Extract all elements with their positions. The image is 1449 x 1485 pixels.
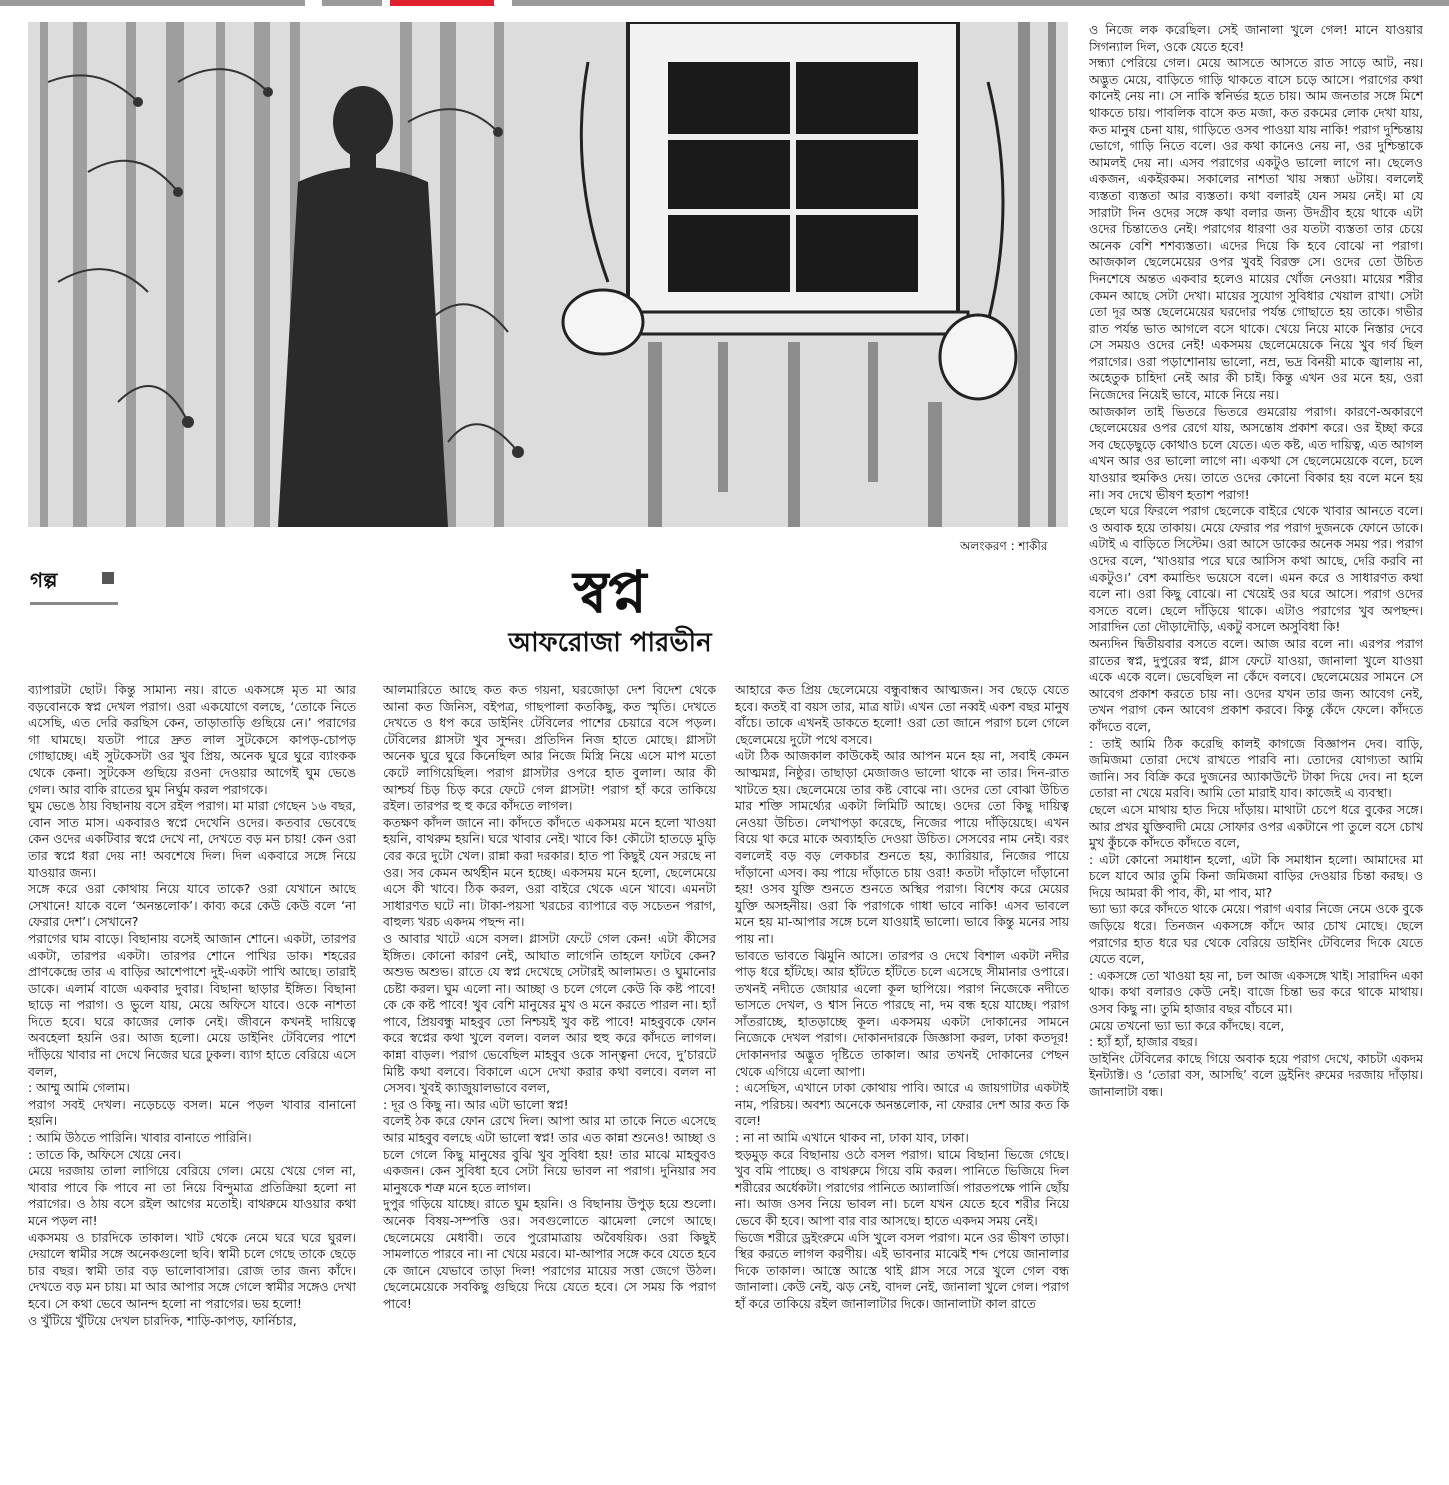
paragraph: ঘুম ভেঙে ঠায় বিছানায় বসে রইল পরাগ। মা মারা গেছেন ১৬ বছর, বোন সাত মাস। একবারও স্বপ্নে দেখেনি ওদের। কতবার ভেবেছে কেন ওদের একটিবার স্বপ্নে দেখে না, দেখতে বড় মন চায়! কেন ওরা তার স্বপ্নে ধরা দেয় না! অবশেষে দিল। দিল একবারে সঙ্গে নিয়ে যাওয়ার জন্য। (28, 798, 356, 880)
paragraph: ব্যাপারটা ছোট। কিন্তু সামান্য নয়। রাতে একসঙ্গে মৃত মা আর বড়বোনকে স্বপ্ন দেখল পরাগ। ওরা একযোগে বলছে, ‘তোকে নিতে এসেছি, এত দেরি করছিস কেন, তাড়াতাড়ি গুছিয়ে নে।’ পরাগের গা ঘামছে। যতটা পারে দ্রুত লাল সুটকেসে কাপড়-চোপড় গোছাচ্ছে। এই সুটকেসটা ওর খুব প্রিয়, অনেক ঘুরে ঘুরে ব্যাংকক থেকে কেনা। সুটকেস গুছিয়ে রওনা দেওয়ার আগেই ঘুম ভেঙে গেল। আর বাকি রাতের ঘুম নির্ঘুম করল পরাগকে। (28, 682, 356, 797)
paragraph: ও খুঁটিয়ে খুঁটিয়ে দেখল চারদিক, শাড়ি-কাপড়, ফার্নিচার, (28, 1312, 297, 1328)
paragraph: এটা ঠিক আজকাল কাউকেই আর আপন মনে হয় না, সবাই কেমন আত্মমগ্ন, নিষ্ঠুর। তাছাড়া মেজাজও ভালো থাকে না তার। দিন-রাত খাটতে হয়। ছেলেমেয়ে তার কষ্ট বোঝে না। ওদের তো বোঝা উচিত মার শক্তি সামর্থ্যের একটা লিমিটি আছে। ওদের তো কিছু দায়িত্ব নেওয়া উচিত। লেখাপড়া করেছে, নিজের পায়ে দাঁড়িয়েছে। এখন বিয়ে থা করে মাকে অব্যাহতি দেওয়া উচিত। সেসবের নাম নেই। বরং বললেই বড় বড় লেকচার শুনতে হয়, ক্যারিয়ার, নিজের পায়ে দাঁড়ানো এসব। কয় পায়ে দাঁড়াতে চায় ওরা! কতটা দাঁড়ালে দাঁড়ানো হয়! ওসব যুক্তি শুনতে শুনতে অস্থির পরাগ। বিশেষ করে মেয়ের যুক্তি অসহনীয়। ওরা কি পরাগকে গাধা ভাবে নাকি! এসব ভাবলে মনে হয় মা-আপার সঙ্গে চলে যাওয়াই ভালো। ভাবে কিন্তু মনের সায় পায় না। (735, 748, 1069, 946)
window-frame (618, 22, 968, 334)
paragraph: ও আবার খাটে এসে বসল। গ্লাসটা ফেটে গেল কেন! এটা কীসের ইঙ্গিত। কোনো কারণ নেই, আঘাত লাগেনি তাহলে ফাটবে কেন? অশুভ অশুভ। রাতে যে স্বপ্ন দেখেছে সেটারই আলামত। ও ঘুমানোর চেষ্টা করল। ঘুম এলো না। আচ্ছা ও চলে গেলে কেউ কি কষ্ট পাবে! কে কে কষ্ট পাবে! খুব বেশি মানুষের মুখ ও মনে করতে পারল না। হ্যাঁ পাবে, প্রিয়বন্ধু মাহবুব তো নিশ্চয়ই খুব কষ্ট পাবে! মাহবুবকে ফোন করে স্বপ্নের কথা খুলে বলল। বলল আর হুহু করে কাঁদতে লাগল। কান্না বাড়ল। পরাগ ভেবেছিল মাহবুব ওকে সান্ত্বনা দেবে, দু’চারটে মিষ্টি কথা বলবে। বিকালে এসে দেখা করার কথা বলবে। বলল না সেসব। খুবই ক্যাজুয়ালভাবে বলল, (383, 930, 716, 1096)
paragraph: ভ্যা ভ্যা করে কাঁদতে থাকে মেয়ে। পরাগ এবার নিজে নেমে ওকে বুকে জড়িয়ে ধরে। তিনজন একসঙ্গে কাঁদে আর চোখ মোছে। ছেলে পরাগের হাত ধরে ঘর থেকে বেরিয়ে ডাইনিং টেবিলের দিকে যেতে যেতে বলে, (1089, 901, 1423, 967)
paragraph: ছেলে এসে মাথায় হাত দিয়ে দাঁড়ায়। মাথাটা চেপে ধরে বুকের সঙ্গে। আর প্রখর যুক্তিবাদী মেয়ে সোফার ওপর একটানে পা তুলে বসে চোখ মুখ কুঁচকে কাঁদতে কাঁদতে বলে, (1089, 801, 1423, 851)
text-column-1 (28, 682, 356, 1480)
paragraph: দুপুর গড়িয়ে যাচ্ছে। রাতে ঘুম হয়নি। ও বিছানায় উপুড় হয়ে শুলো। অনেক বিষয়-সম্পত্তি ওর। সবগুলোতে ঝামেলা লেগে আছে। ছেলেমেয়ে মেধাবী। তবে পুরোমাত্রায় অবৈষয়িক। ওরা কিছুই সামলাতে পারবে না। না খেয়ে মরবে। মা-আপার সঙ্গে কবে যেতে হবে কে জানে যেভাবে তাড়া দিল! পরাগের মায়ের সত্তা জেগে উঠল। ছেলেমেয়েকে সবকিছু গুছিয়ে দিয়ে যেতে হবে। সে সময় কি পরাগ পাবে! (383, 1196, 716, 1311)
paragraph: আলমারিতে আছে কত কত গয়না, ঘরজোড়া দেশ বিদেশ থেকে আনা কত জিনিস, বইপত্র, গাছপালা কতকিছু, কত স্মৃতি। দেখতে দেখতে ও ধপ করে ডাইনিং টেবিলের পাশের চেয়ারে বসে পড়ল। টেবিলের গ্লাসটা খুব সুন্দর। প্রতিদিন নিজ হাতে মোছে। গ্লাসটা অনেক ঘুরে ঘুরে কিনেছিল আর নিজে মিস্ত্রি নিয়ে এসে মাপ মতো কেটে লাগিয়েছিল। পরাগ গ্লাসটার ওপরে হাত বুলাল। আর কী আশ্চর্য চিড় চিড় করে ফেটে গেল গ্লাসটা! পরাগ হাঁ করে তাকিয়ে রইল। তারপর হু হু করে কাঁদতে লাগল। (383, 682, 716, 814)
paragraph: আহারে কত প্রিয় ছেলেমেয়ে বন্ধুবান্ধব আত্মজন। সব ছেড়ে যেতে হবে। কতই বা বয়স তার, মাত্র ষাট। এখন তো নব্বই একশ বছর মানুষ বাঁচে। তাকে এখনই ডাকতে হলো! ওরা তো জানে পরাগ চলে গেলে ছেলেমেয়ে দুটো পথে বসবে। (735, 682, 1069, 747)
paragraph: পরাগ সবই দেখল। নড়েচড়ে বসল। মনে পড়ল খাবার বানানো হয়নি। (28, 1096, 356, 1129)
section-square-icon (102, 572, 114, 584)
story-illustration (28, 22, 1068, 527)
paragraph: : হ্যাঁ হ্যাঁ, হাজার বছর। (1089, 1034, 1198, 1050)
text-column-3 (735, 682, 1069, 1480)
paragraph: : তাতে কি, অফিসে খেয়ে নেব। (28, 1146, 181, 1162)
paragraph: হুড়মুড় করে বিছানায় ওঠে বসল পরাগ। ঘামে বিছানা ভিজে গেছে। খুব বমি পাচ্ছে। ও বাথরুমে গিয়ে বমি করল। পানিতে ভিজিয়ে দিল শরীরের অর্ধেকটা। পরাগের পানিতে অ্যালার্জি। পারতপক্ষে পানি ছোঁয় না। আজ ওসব নিয়ে ভাবল না। চলে যখন যেতে হবে শরীর নিয়ে ভেবে কী হবে। আপা বার বার আসছে। হাতে একদম সময় নেই। (735, 1146, 1069, 1228)
text-column-4 (1089, 22, 1423, 1480)
paragraph: সন্ধ্যা পেরিয়ে গেল। মেয়ে আসতে আসতে রাত সাড়ে আট, নয়। অদ্ভুত মেয়ে, বাড়িতে গাড়ি থাকতে বাসে চড়ে আসে। পরাগের কথা কানেই নেয় না। সে নাকি স্বনির্ভর হতে চায়। আম জনতার সঙ্গে মিশে থাকতে চায়। পাবলিক বাসে কত মজা, কত রকমের লোক দেখা যায়, কত মানুষ চেনা যায়, গাড়িতে ওসব পাওয়া যায় নাকি! পরাগ দুশ্চিন্তায় ভোগে, গাড়ি নিতে বলে। ওর কথা কানেও নেয় না, ওর দুশ্চিন্তাকে আমলই দেয় না। এসব পরাগের একটুও ভালো লাগে না। ছেলেও একজন, একইরকম। সকালের নাশতা খায় সন্ধ্যা ৬টায়। বললেই ব্যস্ততা ব্যস্ততা আর ব্যস্ততা। কথা বলারই যেন সময় নেই। মা যে সারাটা দিন ওদের সঙ্গে কথা বলার জন্য উদগ্রীব হয়ে থাকে এটা ওদের চিন্তাতেও নেই। পরাগের ধারণা ওর যতটা ব্যস্ততা তার চেয়ে অনেক বেশি শশব্যস্ততা। এদের দিয়ে কি হবে বোঝে না পরাগ। আজকাল ছেলেমেয়ের ওপর খুবই বিরক্ত সে। ওদের তো উচিত দিনশেষে অন্তত একবার হলেও মায়ের খোঁজ নেওয়া। মায়ের শরীর কেমন আছে সেটা দেখা। মায়ের সুযোগ সুবিধার খেয়াল রাখা। সেটা তো দূর অস্ত ছেলেমেয়ের ঘরদোর পর্যন্ত গোছাতে হয় তাকে। গভীর রাত পর্যন্ত ভাত আগলে বসে থাকে। খেয়ে নিয়ে মাকে নিস্তার দেবে সে সময়ও ওদের নেই! একসময় ছেলেমেয়েকে নিয়ে খুব গর্ব ছিল পরাগের। ওরা পড়াশোনায় ভালো, নম্র, ভদ্র বিনয়ী মাকে জ্বালায় না, অহেতুক চাহিদা নেই আর কী চাই। কিন্তু এখন ওর মনে হয়, ওরা নিজেদের নিয়েই ভাবে, মাকে নিয়ে নয়। (1089, 55, 1423, 403)
text-column-2 (383, 682, 716, 1480)
story-author: আফরোজা পারভীন (508, 628, 712, 658)
paragraph: পরাগের ঘাম বাড়ে। বিছানায় বসেই আজান শোনে। একটা, তারপর একটা, তারপর একটা। তারপর শোনে পাখির ডাক। শহরের প্রাণকেন্দ্রে তার এ বাড়ির আশেপাশে দুই-একটা পাখি আছে। তারাই ডাকে। এলার্ম বাজে একবার দুবার। বিছানা ছাড়ার ইঙ্গিত। বিছানা ছাড়ে না পরাগ। ও ভুলে যায়, মেয়ে অফিসে যাবে। ওকে নাশতা দিতে হবে। ঘরে কাজের লোক নেই। জীবনে কখনই দায়িত্বে অবহেলা হয়নি ওর। আজ হলো। মেয়ে ডাইনিং টেবিলের পাশে দাঁড়িয়ে খাবার না দেখে নিজের ঘরে ঢুকল। ব্যাগ হাতে বেরিয়ে এসে বলল, (28, 930, 356, 1079)
paragraph: : এসেছিস, এখানে ঢাকা কোথায় পাবি। আরে এ জায়গাটার একটাই নাম, পরিচয়। অবশ্য অনেকে অনন্তলোক, না ফেরার দেশ আর কত কি বলে! (735, 1080, 1069, 1129)
top-bar-mid (322, 0, 382, 6)
paragraph: : দূর ও কিছু না। আর এটা ভালো স্বপ্ন! (383, 1096, 569, 1112)
paragraph: ও নিজে লক করেছিল। সেই জানালা খুলে গেল! মানে যাওয়ার সিগন্যাল দিল, ওকে যেতে হবে! (1089, 22, 1423, 54)
paragraph: ছেলে ঘরে ফিরলে পরাগ ছেলেকে বাইরে থেকে খাবার আনতে বলে। ও অবাক হয়ে তাকায়। মেয়ে ফেরার পর পরাগ দুজনকে ফোনে ডাকে। এটাই এ বাড়িতে সিস্টেম। ওরা আসে ডাকের অনেক সময় পর। পরাগ ওদের বলে, ‘খাওয়ার পরে ঘরে আসিস কথা আছে, দেরি করবি না একটুও।’ বেশ কমান্ডিং ভয়েসে বলে। এমন করে ও সাধারণত কথা বলে না। ওরা কিছু বোঝে। না খেয়েই ওর ঘরে আসে। পরাগ ওদের বসতে বলে। ছেলে দাঁড়িয়ে থাকে। এটাও পরাগের খুব অপছন্দ। সারাদিন তো দৌড়াদৌড়ি, একটু বসলে অসুবিধা কি! (1089, 503, 1423, 635)
section-underline (30, 602, 118, 605)
story-title: স্বপ্ন (573, 558, 647, 626)
illustration-art (28, 22, 1068, 527)
paragraph: : আমি উঠতে পারিনি। খাবার বানাতে পারিনি। (28, 1130, 252, 1146)
paragraph: মেয়ে দরজায় তালা লাগিয়ে বেরিয়ে গেল। মেয়ে খেয়ে গেল না, খাবার পাবে কি পাবে না তা নিয়ে বিন্দুমাত্র প্রতিক্রিয়া হলো না পরাগের। ও ঠায় বসে রইল আগের মতোই। বাথরুমে যাওয়ার কথা মনে পড়ল না! (28, 1163, 356, 1228)
paragraph: : তাই আমি ঠিক করেছি কালই কাগজে বিজ্ঞাপন দেব। বাড়ি, জমিজমা তোরা দেখে রাখতে পারবি না। তোদের যোগ্যতা আমি জানি। সব বিক্রি করে দুজনের অ্যাকাউন্টে টাকা দিয়ে দেব। না হলে তোরা না খেয়ে মরবি। আমি তো মারাই যাব। কাজেই এ ব্যবস্থা। (1089, 735, 1423, 801)
paragraph: : আম্মু আমি গেলাম। (28, 1080, 130, 1096)
illustration-credit: অলংকরণ : শাকীর (960, 539, 1048, 553)
paragraph: : এটা কোনো সমাধান হলো, এটা কি সমাধান হলো। আমাদের মা চলে যাবে আর তুমি কিনা জমিজমা বাড়ির দেওয়ার চিন্তা করছ। ও দিয়ে আমরা কী পাব, কী, মা পাব, মা? (1089, 851, 1423, 900)
paragraph: ভাবতে ভাবতে ঝিমুনি আসে। তারপর ও দেখে বিশাল একটা নদীর পাড় ধরে হাঁটছে। আর হাঁটতে হাঁটতে চলে এসেছে সীমানার ওপারে। তখনই নদীতে জোয়ার এলো কূল ছাপিয়ে। পরাগ নিজেকে নদীতে ভাসতে দেখল, ও শ্বাস নিতে পারছে না, দম বন্ধ হয়ে যাচ্ছে। পরাগ সাঁতরাচ্ছে, হাতড়াচ্ছে কূল। একসময় একটা দোকানের সামনে নিজেকে দেখল পরাগ। দোকানদারকে জিজ্ঞাসা করল, ঢাকা কতদূর! দোকানদার অদ্ভুত দৃষ্টিতে তাকাল। আর তখনই দোকানের পেছন থেকে এগিয়ে এলো আপা। (735, 947, 1069, 1079)
paragraph: আজকাল তাই ভিতরে ভিতরে গুমরোয় পরাগ। কারণে-অকারণে ছেলেমেয়ের ওপর রেগে যায়, অসন্তোষ প্রকাশ করে। ওর ইচ্ছা করে সব ছেড়েছুড়ে কোথাও চলে যেতে। এত কষ্ট, এত দায়িত্ব, এত আগল এখন আর ওর ভালো লাগে না। একথা সে ছেলেমেয়েকে বলে, চলে যাওয়ার হুমকিও দেয়। তাতে ওদের কোনো বিকার হয় বলে মনে হয় না। সব দেখে ভীষণ হতাশ পরাগ! (1089, 403, 1423, 502)
paragraph: মেয়ে তখনো ভ্যা ভ্যা করে কাঁদছে। বলে, (1089, 1017, 1285, 1033)
paragraph: ডাইনিং টেবিলের কাছে গিয়ে অবাক হয়ে পরাগ দেখে, কাচটা একদম ইনট্যাক্ট। ও ‘তোরা বস, আসছি’ বলে ড্রইনিং রুমের দরজায় দাঁড়ায়। জানালাটা বন্ধ। (1089, 1050, 1423, 1099)
top-bar-accent (390, 0, 494, 6)
paragraph: একসময় ও চারদিকে তাকাল। খাট থেকে নেমে ঘরে ঘরে ঘুরল। দেয়ালে স্বামীর সঙ্গে অনেকগুলো ছবি। স্বামী চলে গেছে তাকে ছেড়ে চার বছর। স্বামী তার বড় ভালোবাসার। রোজ তার জন্য কাঁদে। দেখতে বড় মন চায়। মা আর আপার সঙ্গে গেলে স্বামীর সঙ্গেও দেখা হবে। সে কথা ভেবে আনন্দ হলো না পরাগের। ভয় হলো! (28, 1229, 356, 1311)
paragraph: : একসঙ্গে তো খাওয়া হয় না, চল আজ একসঙ্গে খাই। সারাদিন একা থাক। কথা বলারও কেউ নেই। বাজে চিন্তা ভর করে থাকে মাথায়। ওসব কিছু না। তুমি হাজার বছর বাঁচবে মা। (1089, 967, 1423, 1017)
paragraph: সঙ্গে করে ওরা কোথায় নিয়ে যাবে তাকে? ওরা যেখানে আছে সেখানে! যাকে বলে ‘অনন্তলোক’। কাব্য করে কেউ কেউ বলে ‘না ফেরার দেশ’। সেখানে? (28, 881, 356, 930)
paragraph: অন্যদিন দ্বিতীয়বার বসতে বলে। আজ আর বলে না। এরপর পরাগ রাতের স্বপ্ন, দুপুরের স্বপ্ন, গ্লাস ফেটে যাওয়া, জানালা খুলে যাওয়া একে একে বলে। ভেবেছিল না কেঁদে বলবে। ছেলেমেয়ের সামনে সে আবেগ প্রকাশ করতে চায় না। ওদের যখন তার জন্য আবেগ নেই, তখন পরাগ কেন আবেগ প্রকাশ করবে। কিন্তু কেঁদে ফেলে। কাঁদতে কাঁদতে বলে, (1089, 635, 1423, 734)
paragraph: : না না আমি এখানে থাকব না, ঢাকা যাব, ঢাকা। (735, 1130, 969, 1146)
top-bar-right (512, 0, 1449, 6)
paragraph: বলেই ঠক করে ফোন রেখে দিল। আপা আর মা তাকে নিতে এসেছে আর মাহবুব বলছে এটা ভালো স্বপ্ন! তার এত কান্না শুনেও! আচ্ছা ও চলে গেলে কিছু মানুষের বুঝি খুব সুবিধা হয়! তার মাঝে মাহবুবও একজন। কেন সুবিধা হবে সেটা নিয়ে ভাবল না পরাগ। দুনিয়ার সব মানুষকে শত্রু মনে হতে লাগল। (383, 1113, 716, 1195)
paragraph: ভিজে শরীরে ড্রইংরুমে এসি খুলে বসল পরাগ। মনে ওর ভীষণ তাড়া। স্থির করতে লাগল করণীয়। এই ভাবনার মাঝেই শব্দ পেয়ে জানালার দিকে তাকাল। আস্তে আস্তে থাই গ্লাস সরে সরে খুলে গেল বন্ধ জানালা। কেউ নেই, ঝড় নেই, বাদল নেই, জানালা খুলে গেল। পরাগ হাঁ করে তাকিয়ে রইল জানালাটার দিকে। জানালাটা কাল রাতে (735, 1229, 1069, 1311)
paragraph: কতক্ষণ কাঁদল জানে না। কাঁদতে কাঁদতে একসময় মনে হলো খাওয়া হয়নি, বাথরুম হয়নি। ঘরে খাবার নেই। খাবে কি! কৌটো হাতড়ে মুড়ি বের করে দুটো খেল। রান্না করা দরকার। হাত পা কিছুই যেন সরছে না ওর। সব কেমন অর্থহীন মনে হচ্ছে। একসময় মনে হলো, ছেলেমেয়ে এসে কী খাবে। ঠিক করল, ওরা বাইরে থেকে এনে খাবে। এমনটা সাধারণত ঘটে না। টাকা-পয়সা খরচের ব্যাপারে বড় সচেতন পরাগ, বাহুল্য খরচ একদম পছন্দ না। (383, 814, 716, 930)
section-label: গল্প (30, 568, 58, 592)
top-bar-left (0, 0, 305, 6)
